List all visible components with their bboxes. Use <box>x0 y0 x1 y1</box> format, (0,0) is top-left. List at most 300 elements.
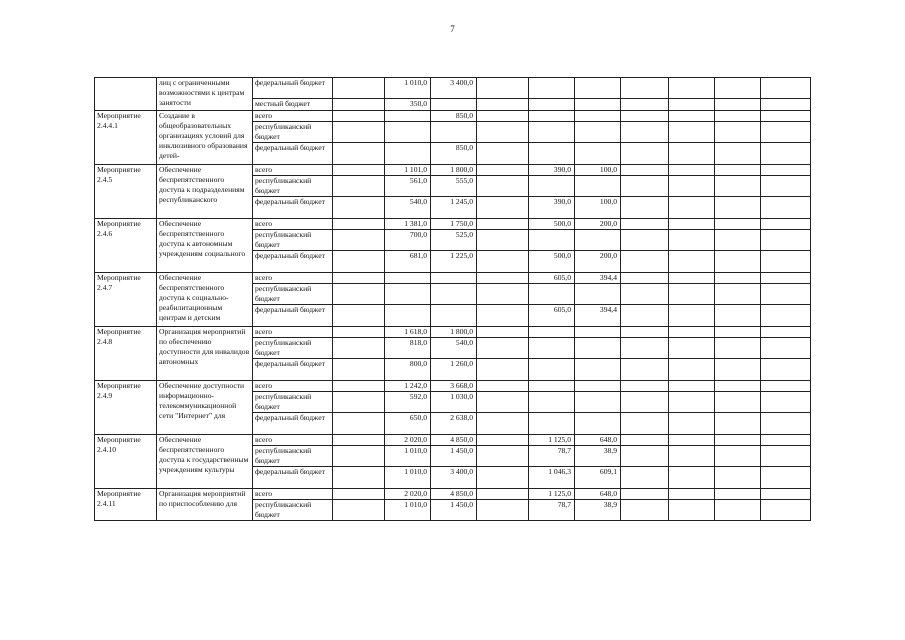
amount-cell <box>333 229 385 250</box>
amount-cell <box>529 467 575 488</box>
amount-value: 681,0 <box>409 251 427 261</box>
amount-cell <box>333 305 385 326</box>
table-row <box>95 272 811 283</box>
budget-table <box>94 77 811 521</box>
amount-value: 650,0 <box>409 413 427 423</box>
amount-cell <box>621 164 669 175</box>
amount-value: 2 638,0 <box>450 413 473 423</box>
funding-source: республиканский бюджет <box>255 175 312 195</box>
description-cell <box>157 272 253 326</box>
amount-value: 540,0 <box>409 197 427 207</box>
funding-source: федеральный бюджет <box>255 143 325 153</box>
amount-cell <box>333 391 385 412</box>
amount-cell <box>529 272 575 283</box>
amount-cell <box>575 413 621 434</box>
amount-cell <box>431 337 477 358</box>
amount-cell <box>385 305 431 326</box>
amount-cell <box>529 380 575 391</box>
amount-cell <box>477 380 529 391</box>
amount-cell <box>333 272 385 283</box>
description-cell <box>157 434 253 488</box>
event-label: Мероприятие 2.4.7 <box>97 272 141 292</box>
description-text: Обеспечение беспрепятственного доступа к подразделениям республиканского <box>159 164 245 205</box>
amount-cell <box>477 359 529 380</box>
amount-cell <box>477 499 529 520</box>
funding-source: всего <box>255 218 273 228</box>
amount-cell <box>575 218 621 229</box>
funding-source: республиканский бюджет <box>255 499 312 519</box>
amount-cell <box>575 175 621 196</box>
amount-cell <box>669 434 715 445</box>
amount-value: 390,0 <box>553 197 571 207</box>
funding-source: федеральный бюджет <box>255 413 325 423</box>
amount-cell <box>761 467 811 488</box>
amount-cell <box>431 121 477 142</box>
funding-source-cell <box>253 434 333 445</box>
funding-source: всего <box>255 110 273 120</box>
amount-cell <box>385 121 431 142</box>
amount-cell <box>431 380 477 391</box>
amount-cell <box>621 218 669 229</box>
event-cell <box>95 164 157 218</box>
amount-cell <box>385 143 431 164</box>
amount-cell <box>477 488 529 499</box>
amount-value: 1 381,0 <box>404 218 427 228</box>
amount-cell <box>575 99 621 110</box>
amount-value: 78,7 <box>557 445 571 455</box>
amount-value: 605,0 <box>553 305 571 315</box>
amount-cell <box>385 110 431 121</box>
amount-cell <box>761 110 811 121</box>
amount-cell <box>715 391 761 412</box>
amount-cell <box>669 445 715 466</box>
amount-cell <box>385 391 431 412</box>
amount-cell <box>431 326 477 337</box>
amount-cell <box>715 467 761 488</box>
amount-value: 1 242,0 <box>404 380 427 390</box>
amount-cell <box>761 380 811 391</box>
amount-cell <box>477 251 529 272</box>
amount-cell <box>385 499 431 520</box>
amount-cell <box>529 110 575 121</box>
amount-cell <box>761 218 811 229</box>
funding-source-cell <box>253 121 333 142</box>
event-cell <box>95 272 157 326</box>
event-label: Мероприятие 2.4.9 <box>97 380 141 400</box>
amount-value: 850,0 <box>455 110 473 120</box>
amount-cell <box>477 175 529 196</box>
amount-cell <box>477 164 529 175</box>
amount-cell <box>385 164 431 175</box>
amount-cell <box>333 251 385 272</box>
event-cell <box>95 218 157 272</box>
table-row <box>95 380 811 391</box>
amount-cell <box>431 359 477 380</box>
amount-cell <box>529 283 575 304</box>
amount-cell <box>669 413 715 434</box>
amount-cell <box>621 229 669 250</box>
funding-source-cell <box>253 337 333 358</box>
amount-cell <box>385 197 431 218</box>
amount-cell <box>431 445 477 466</box>
funding-source-cell <box>253 218 333 229</box>
amount-cell <box>477 197 529 218</box>
event-cell <box>95 110 157 164</box>
funding-source-cell <box>253 197 333 218</box>
amount-cell <box>477 305 529 326</box>
amount-cell <box>715 175 761 196</box>
event-cell <box>95 326 157 380</box>
amount-cell <box>669 391 715 412</box>
funding-source: федеральный бюджет <box>255 251 325 261</box>
amount-cell <box>621 197 669 218</box>
amount-cell <box>477 121 529 142</box>
amount-cell <box>669 488 715 499</box>
amount-cell <box>477 337 529 358</box>
description-text: Создание в общеобразовательных организациях условий для инклюзивного образования детей- <box>159 110 248 161</box>
amount-cell <box>621 391 669 412</box>
amount-value: 2 020,0 <box>404 488 427 498</box>
amount-cell <box>529 434 575 445</box>
funding-source: всего <box>255 488 273 498</box>
amount-cell <box>385 359 431 380</box>
amount-cell <box>669 164 715 175</box>
amount-value: 818,0 <box>409 337 427 347</box>
amount-value: 525,0 <box>455 229 473 239</box>
description-cell <box>157 488 253 521</box>
amount-value: 200,0 <box>599 251 617 261</box>
amount-value: 78,7 <box>557 499 571 509</box>
amount-cell <box>669 143 715 164</box>
funding-source-cell <box>253 305 333 326</box>
table-row <box>95 218 811 229</box>
amount-cell <box>761 283 811 304</box>
amount-cell <box>669 197 715 218</box>
amount-cell <box>431 488 477 499</box>
amount-value: 1 125,0 <box>548 434 571 444</box>
amount-value: 561,0 <box>409 175 427 185</box>
amount-cell <box>333 110 385 121</box>
amount-value: 500,0 <box>553 218 571 228</box>
amount-value: 1 101,0 <box>404 164 427 174</box>
funding-source: республиканский бюджет <box>255 229 312 249</box>
amount-cell <box>715 272 761 283</box>
amount-cell <box>431 218 477 229</box>
amount-value: 1 260,0 <box>450 359 473 369</box>
funding-source-cell <box>253 380 333 391</box>
amount-cell <box>761 175 811 196</box>
amount-cell <box>529 99 575 110</box>
amount-cell <box>333 413 385 434</box>
amount-cell <box>715 218 761 229</box>
amount-value: 1 450,0 <box>450 445 473 455</box>
amount-value: 1 800,0 <box>450 326 473 336</box>
amount-value: 1 225,0 <box>450 251 473 261</box>
amount-cell <box>761 391 811 412</box>
table-row <box>95 434 811 445</box>
amount-cell <box>761 164 811 175</box>
amount-cell <box>761 99 811 110</box>
funding-source-cell <box>253 283 333 304</box>
amount-cell <box>669 251 715 272</box>
amount-cell <box>715 337 761 358</box>
amount-cell <box>575 164 621 175</box>
event-label: Мероприятие 2.4.5 <box>97 164 141 184</box>
amount-cell <box>431 434 477 445</box>
amount-cell <box>529 175 575 196</box>
amount-cell <box>715 413 761 434</box>
amount-cell <box>333 499 385 520</box>
amount-cell <box>333 434 385 445</box>
amount-cell <box>333 121 385 142</box>
amount-cell <box>669 272 715 283</box>
amount-cell <box>385 175 431 196</box>
funding-source: федеральный бюджет <box>255 467 325 477</box>
amount-value: 4 850,0 <box>450 434 473 444</box>
funding-source: федеральный бюджет <box>255 197 325 207</box>
amount-cell <box>431 78 477 99</box>
amount-cell <box>715 78 761 99</box>
amount-cell <box>385 434 431 445</box>
table-row <box>95 164 811 175</box>
amount-value: 1 800,0 <box>450 164 473 174</box>
amount-cell <box>669 283 715 304</box>
amount-cell <box>431 251 477 272</box>
description-cell <box>157 380 253 434</box>
amount-cell <box>575 229 621 250</box>
amount-cell <box>477 229 529 250</box>
funding-source: местный бюджет <box>255 99 311 109</box>
amount-value: 100,0 <box>599 164 617 174</box>
amount-cell <box>715 434 761 445</box>
amount-cell <box>761 434 811 445</box>
amount-cell <box>669 380 715 391</box>
amount-cell <box>761 272 811 283</box>
amount-cell <box>669 78 715 99</box>
page-number: 7 <box>450 24 455 34</box>
amount-cell <box>477 99 529 110</box>
funding-source-cell <box>253 359 333 380</box>
event-label: Мероприятие 2.4.11 <box>97 488 141 508</box>
funding-source-cell <box>253 143 333 164</box>
amount-cell <box>529 391 575 412</box>
amount-cell <box>431 305 477 326</box>
amount-cell <box>431 283 477 304</box>
amount-cell <box>385 488 431 499</box>
funding-source-cell <box>253 499 333 520</box>
table-body <box>95 78 811 521</box>
amount-cell <box>715 197 761 218</box>
amount-cell <box>761 499 811 520</box>
amount-cell <box>333 283 385 304</box>
amount-cell <box>761 229 811 250</box>
amount-cell <box>477 78 529 99</box>
amount-cell <box>333 445 385 466</box>
funding-source-cell <box>253 110 333 121</box>
amount-value: 100,0 <box>599 197 617 207</box>
amount-value: 609,1 <box>599 467 617 477</box>
amount-cell <box>621 359 669 380</box>
amount-cell <box>621 488 669 499</box>
amount-cell <box>431 110 477 121</box>
funding-source-cell <box>253 272 333 283</box>
amount-cell <box>575 121 621 142</box>
amount-cell <box>333 326 385 337</box>
amount-cell <box>529 164 575 175</box>
description-cell <box>157 326 253 380</box>
amount-cell <box>715 326 761 337</box>
amount-cell <box>669 467 715 488</box>
amount-value: 38,9 <box>603 499 617 509</box>
amount-value: 540,0 <box>455 337 473 347</box>
amount-cell <box>761 121 811 142</box>
amount-cell <box>715 488 761 499</box>
funding-source: республиканский бюджет <box>255 445 312 465</box>
amount-value: 555,0 <box>455 175 473 185</box>
amount-value: 1 046,3 <box>548 467 571 477</box>
amount-cell <box>431 99 477 110</box>
amount-value: 350,0 <box>409 99 427 109</box>
description-cell <box>157 164 253 218</box>
description-text: Обеспечение беспрепятственного доступа к социально-реабилитационным центрам и детским <box>159 272 229 323</box>
amount-cell <box>333 337 385 358</box>
funding-source: всего <box>255 326 273 336</box>
amount-cell <box>715 110 761 121</box>
event-label: Мероприятие 2.4.6 <box>97 218 141 238</box>
amount-cell <box>529 121 575 142</box>
amount-cell <box>333 175 385 196</box>
amount-cell <box>529 197 575 218</box>
funding-source: федеральный бюджет <box>255 359 325 369</box>
amount-cell <box>621 251 669 272</box>
amount-cell <box>621 78 669 99</box>
amount-cell <box>529 488 575 499</box>
amount-cell <box>715 499 761 520</box>
amount-cell <box>431 467 477 488</box>
amount-cell <box>477 110 529 121</box>
amount-cell <box>431 229 477 250</box>
funding-source-cell <box>253 326 333 337</box>
amount-value: 1 010,0 <box>404 78 427 87</box>
description-text: Обеспечение беспрепятственного доступа к автономным учреждениям социального <box>159 218 246 259</box>
amount-cell <box>385 283 431 304</box>
amount-cell <box>431 197 477 218</box>
amount-cell <box>431 413 477 434</box>
amount-cell <box>761 78 811 99</box>
amount-cell <box>621 283 669 304</box>
amount-cell <box>669 229 715 250</box>
amount-cell <box>715 99 761 110</box>
event-cell <box>95 380 157 434</box>
amount-value: 1 010,0 <box>404 499 427 509</box>
amount-value: 200,0 <box>599 218 617 228</box>
event-label: Мероприятие 2.4.4.1 <box>97 110 141 130</box>
amount-cell <box>477 445 529 466</box>
amount-cell <box>385 272 431 283</box>
amount-cell <box>669 218 715 229</box>
amount-value: 648,0 <box>599 488 617 498</box>
amount-value: 850,0 <box>455 143 473 153</box>
description-text: лиц с ограниченными возможностями к центрам занятости <box>159 78 245 108</box>
amount-cell <box>385 218 431 229</box>
description-cell <box>157 78 253 111</box>
amount-cell <box>477 434 529 445</box>
amount-cell <box>575 78 621 99</box>
amount-cell <box>477 326 529 337</box>
description-text: Организация мероприятий по обеспечению доступности для инвалидов автономных <box>159 326 250 367</box>
amount-value: 1 010,0 <box>404 445 427 455</box>
amount-cell <box>385 99 431 110</box>
amount-cell <box>477 467 529 488</box>
amount-value: 592,0 <box>409 391 427 401</box>
amount-cell <box>385 445 431 466</box>
amount-value: 4 850,0 <box>450 488 473 498</box>
funding-source-cell <box>253 229 333 250</box>
description-text: Обеспечение доступности информационно-телекоммуникационной сети "Интернет" для <box>159 380 245 421</box>
amount-cell <box>621 413 669 434</box>
event-label: Мероприятие 2.4.8 <box>97 326 141 346</box>
description-cell <box>157 110 253 164</box>
amount-cell <box>575 391 621 412</box>
amount-cell <box>333 380 385 391</box>
amount-cell <box>575 305 621 326</box>
amount-cell <box>529 326 575 337</box>
amount-cell <box>575 143 621 164</box>
table-row <box>95 326 811 337</box>
amount-cell <box>477 391 529 412</box>
amount-cell <box>715 380 761 391</box>
amount-cell <box>333 359 385 380</box>
amount-cell <box>529 218 575 229</box>
funding-source: республиканский бюджет <box>255 121 312 141</box>
amount-cell <box>575 467 621 488</box>
amount-cell <box>529 78 575 99</box>
amount-cell <box>669 337 715 358</box>
amount-value: 394,4 <box>599 305 617 315</box>
amount-cell <box>477 272 529 283</box>
amount-value: 2 020,0 <box>404 434 427 444</box>
amount-cell <box>477 218 529 229</box>
amount-cell <box>575 283 621 304</box>
funding-source-cell <box>253 251 333 272</box>
amount-value: 3 400,0 <box>450 467 473 477</box>
funding-source: всего <box>255 434 273 444</box>
amount-cell <box>761 305 811 326</box>
amount-cell <box>621 110 669 121</box>
amount-cell <box>669 99 715 110</box>
amount-cell <box>669 121 715 142</box>
amount-cell <box>621 499 669 520</box>
amount-value: 1 030,0 <box>450 391 473 401</box>
funding-source: республиканский бюджет <box>255 283 312 303</box>
amount-cell <box>431 164 477 175</box>
amount-cell <box>761 413 811 434</box>
amount-cell <box>669 499 715 520</box>
amount-cell <box>621 434 669 445</box>
amount-cell <box>477 413 529 434</box>
amount-value: 1 125,0 <box>548 488 571 498</box>
amount-cell <box>761 488 811 499</box>
amount-cell <box>385 78 431 99</box>
amount-cell <box>575 326 621 337</box>
event-cell <box>95 434 157 488</box>
amount-cell <box>621 380 669 391</box>
table-row <box>95 78 811 99</box>
funding-source-cell <box>253 413 333 434</box>
amount-cell <box>529 229 575 250</box>
funding-source-cell <box>253 164 333 175</box>
amount-value: 800,0 <box>409 359 427 369</box>
